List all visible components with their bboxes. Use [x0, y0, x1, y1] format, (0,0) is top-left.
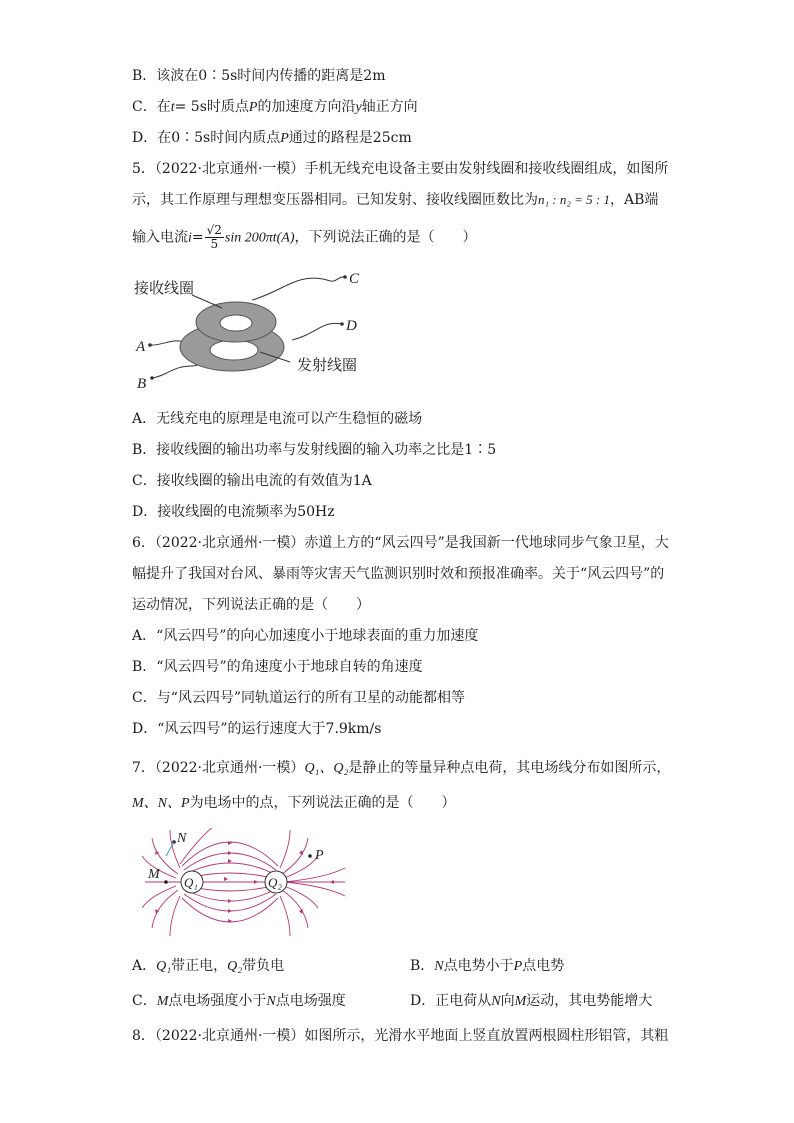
wire-c — [252, 277, 345, 300]
q6-option-d: D．“风云四号”的运行速度大于7.9km/s — [132, 721, 382, 737]
label-n: N — [177, 831, 187, 846]
q7-stem-line1: 7．（2022·北京通州·一模）Q₁、Q₂是静止的等量异种点电荷，其电场线分布如图所示， — [132, 760, 671, 776]
q6-option-b: B．“风云四号”的角速度小于地球自转的角速度 — [132, 659, 423, 675]
pointer-receive — [192, 295, 222, 308]
q5-stem-line3: 输入电流i= $\frac{√2}{5}$ sin 200πt(A)，下列说法正确的是（ ） — [132, 223, 477, 251]
label-p: P — [315, 848, 324, 863]
label-m: M — [148, 867, 160, 882]
terminal-d — [340, 322, 344, 326]
label-b: B — [137, 376, 147, 392]
current-fraction: $\frac{√2}{5}$ — [206, 223, 222, 251]
q6-option-a: A．“风云四号”的向心加速度小于地球表面的重力加速度 — [132, 628, 479, 644]
point-m — [164, 880, 168, 884]
terminal-c — [343, 275, 347, 279]
q6-stem-line3: 运动情况，下列说法正确的是（ ） — [132, 597, 370, 613]
receive-coil-hole — [220, 315, 252, 331]
q8-stem-line1: 8．（2022·北京通州·一模）如图所示，光滑水平地面上竖直放置两根圆柱形铝管，其粗 — [132, 1028, 669, 1044]
q5-option-b: B．接收线圈的输出功率与发射线圈的输入功率之比是1∶5 — [132, 442, 497, 458]
q4-option-b: B．该波在0∶5s时间内传播的距离是2m — [132, 68, 386, 84]
q5-option-a: A．无线充电的原理是电流可以产生稳恒的磁场 — [132, 411, 423, 427]
q4-option-d: D．在0∶5s时间内质点P通过的路程是25cm — [132, 130, 412, 146]
q7-option-a: A．Q₁带正电，Q₂带负电 — [132, 958, 285, 974]
field-line-figure — [140, 828, 350, 938]
wire-d — [292, 323, 342, 340]
q6-stem-line2: 幅提升了我国对台风、暴雨等灾害天气监测识别时效和预报准确率。关于“风云四号”的 — [132, 566, 665, 582]
label-receive-coil: 接收线圈 — [134, 281, 195, 297]
q5-stem-line1: 5．（2022·北京通州·一模）手机无线充电设备主要由发射线圈和接收线圈组成，如图所 — [132, 161, 669, 177]
label-send-coil: 发射线圈 — [297, 358, 358, 374]
q7-option-b: B．N点电势小于P点电势 — [410, 958, 565, 974]
terminal-a — [148, 343, 152, 347]
transmit-coil-hole — [210, 340, 258, 360]
coil-figure — [132, 262, 382, 392]
label-c: C — [349, 271, 360, 287]
label-q2: Q₂ — [268, 875, 282, 890]
label-d: D — [346, 318, 357, 334]
label-q1: Q₁ — [184, 875, 198, 890]
q6-option-c: C．与“风云四号”同轨道运行的所有卫星的动能都相等 — [132, 690, 466, 706]
q6-stem-line1: 6．（2022·北京通州·一模）赤道上方的“风云四号”是我国新一代地球同步气象卫星，大 — [132, 535, 669, 551]
point-p — [308, 854, 312, 858]
q4-option-c: C．在t= 5s时质点P的加速度方向沿y轴正方向 — [132, 99, 418, 115]
q5-option-d: D．接收线圈的电流频率为50Hz — [132, 504, 335, 520]
label-a: A — [136, 339, 146, 355]
q7-option-c: C．M点电场强度小于N点电场强度 — [132, 993, 346, 1009]
q7-stem-line2: M、N、P为电场中的点，下列说法正确的是（ ） — [132, 795, 456, 811]
terminal-b — [150, 376, 154, 380]
q7-option-d: D．正电荷从N向M运动，其电势能增大 — [410, 993, 653, 1009]
q5-stem-line2: 示，其工作原理与理想变压器相同。已知发射、接收线圈匝数比为n₁ : n₂ = 5 : 1，AB端 — [132, 192, 659, 208]
wire-a — [150, 341, 184, 345]
q5-option-c: C．接收线圈的输出电流的有效值为1A — [132, 473, 372, 489]
